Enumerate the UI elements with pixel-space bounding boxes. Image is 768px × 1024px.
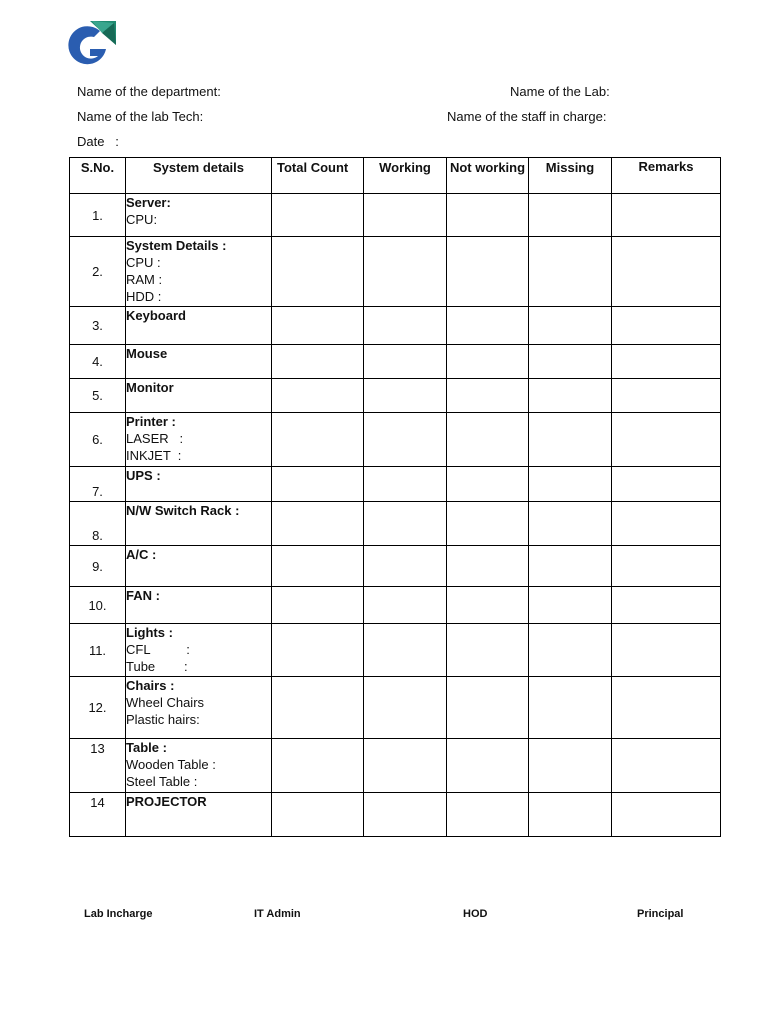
item-subfield: INKJET : xyxy=(126,448,182,463)
item-title: Chairs : xyxy=(126,678,175,693)
item-subfield: Steel Table : xyxy=(126,774,198,789)
row-system-details xyxy=(126,546,272,587)
table-row xyxy=(70,237,721,307)
row-system-details xyxy=(126,194,272,237)
cell-not-working[interactable] xyxy=(447,237,529,307)
cell-not-working[interactable] xyxy=(447,502,529,546)
item-subfield: Tube : xyxy=(126,659,188,674)
cell-total-count[interactable] xyxy=(272,379,364,413)
row-system-details xyxy=(126,345,272,379)
cell-missing[interactable] xyxy=(529,677,612,739)
department-label: Name of the department: xyxy=(77,84,221,99)
cell-missing[interactable] xyxy=(529,793,612,837)
cell-working[interactable] xyxy=(364,194,447,237)
cell-missing[interactable] xyxy=(529,237,612,307)
cell-working[interactable] xyxy=(364,546,447,587)
cell-not-working[interactable] xyxy=(447,587,529,624)
cell-missing[interactable] xyxy=(529,307,612,345)
cell-total-count[interactable] xyxy=(272,467,364,502)
col-header-sno: S.No. xyxy=(70,158,126,194)
staff-in-charge-label: Name of the staff in charge: xyxy=(447,109,607,124)
table-row xyxy=(70,793,721,837)
cell-not-working[interactable] xyxy=(447,307,529,345)
table-row xyxy=(70,413,721,467)
row-system-details xyxy=(126,677,272,739)
row-sno: 1. xyxy=(70,194,126,237)
row-sno: 12. xyxy=(70,677,126,739)
item-subfield: Wheel Chairs xyxy=(126,695,205,710)
cell-working[interactable] xyxy=(364,467,447,502)
item-title: N/W Switch Rack : xyxy=(126,503,240,518)
cell-not-working[interactable] xyxy=(447,379,529,413)
lab-tech-label: Name of the lab Tech: xyxy=(77,109,204,124)
item-title: Monitor xyxy=(126,380,174,395)
cell-missing[interactable] xyxy=(529,194,612,237)
cell-remarks[interactable] xyxy=(612,379,721,413)
item-subfield: Plastic hairs: xyxy=(126,712,200,727)
inventory-table xyxy=(69,157,721,837)
cell-total-count[interactable] xyxy=(272,739,364,793)
cell-not-working[interactable] xyxy=(447,793,529,837)
row-sno: 11. xyxy=(70,624,126,677)
cell-not-working[interactable] xyxy=(447,194,529,237)
item-subfield: Wooden Table : xyxy=(126,757,216,772)
cell-remarks[interactable] xyxy=(612,237,721,307)
cell-remarks[interactable] xyxy=(612,739,721,793)
cell-working[interactable] xyxy=(364,413,447,467)
cell-missing[interactable] xyxy=(529,467,612,502)
row-system-details xyxy=(126,739,272,793)
table-row xyxy=(70,502,721,546)
row-system-details xyxy=(126,237,272,307)
college-logo-icon xyxy=(62,19,116,69)
row-sno: 3. xyxy=(70,307,126,345)
cell-not-working[interactable] xyxy=(447,739,529,793)
row-system-details xyxy=(126,307,272,345)
col-header-working: Working xyxy=(364,158,447,194)
cell-not-working[interactable] xyxy=(447,624,529,677)
cell-not-working[interactable] xyxy=(447,677,529,739)
cell-remarks[interactable] xyxy=(612,467,721,502)
cell-total-count[interactable] xyxy=(272,194,364,237)
cell-not-working[interactable] xyxy=(447,413,529,467)
table-row xyxy=(70,467,721,502)
cell-remarks[interactable] xyxy=(612,345,721,379)
col-header-total-count: Total Count xyxy=(272,158,364,194)
row-system-details xyxy=(126,624,272,677)
cell-remarks[interactable] xyxy=(612,624,721,677)
table-row xyxy=(70,194,721,237)
cell-missing[interactable] xyxy=(529,502,612,546)
signature-it-admin: IT Admin xyxy=(254,908,301,920)
col-header-not-working: Not working xyxy=(447,158,529,194)
cell-missing[interactable] xyxy=(529,546,612,587)
cell-total-count[interactable] xyxy=(272,345,364,379)
cell-total-count[interactable] xyxy=(272,793,364,837)
cell-total-count[interactable] xyxy=(272,677,364,739)
row-sno: 4. xyxy=(70,345,126,379)
cell-working[interactable] xyxy=(364,237,447,307)
table-row xyxy=(70,307,721,345)
row-system-details xyxy=(126,793,272,837)
cell-not-working[interactable] xyxy=(447,546,529,587)
cell-total-count[interactable] xyxy=(272,624,364,677)
cell-missing[interactable] xyxy=(529,345,612,379)
cell-missing[interactable] xyxy=(529,413,612,467)
item-title: PROJECTOR xyxy=(126,794,207,809)
item-subfield: CPU: xyxy=(126,212,158,227)
cell-working[interactable] xyxy=(364,739,447,793)
cell-working[interactable] xyxy=(364,793,447,837)
item-title: Printer : xyxy=(126,414,176,429)
row-sno: 10. xyxy=(70,587,126,624)
cell-remarks[interactable] xyxy=(612,413,721,467)
table-row xyxy=(70,587,721,624)
item-subfield: LASER : xyxy=(126,431,184,446)
row-sno: 6. xyxy=(70,413,126,467)
row-system-details xyxy=(126,467,272,502)
col-header-system-details: System details xyxy=(126,158,272,194)
table-row xyxy=(70,624,721,677)
cell-not-working[interactable] xyxy=(447,345,529,379)
item-subfield: CPU : xyxy=(126,255,161,270)
cell-total-count[interactable] xyxy=(272,413,364,467)
signature-lab-incharge: Lab Incharge xyxy=(84,908,153,920)
cell-working[interactable] xyxy=(364,677,447,739)
row-sno: 2. xyxy=(70,237,126,307)
cell-working[interactable] xyxy=(364,307,447,345)
item-title: System Details : xyxy=(126,238,227,253)
row-sno: 5. xyxy=(70,379,126,413)
row-sno: 13 xyxy=(70,739,126,793)
col-header-missing: Missing xyxy=(529,158,612,194)
cell-working[interactable] xyxy=(364,345,447,379)
item-title: UPS : xyxy=(126,468,161,483)
cell-total-count[interactable] xyxy=(272,237,364,307)
cell-total-count[interactable] xyxy=(272,502,364,546)
table-row xyxy=(70,677,721,739)
cell-missing[interactable] xyxy=(529,739,612,793)
col-header-remarks: Remarks xyxy=(612,158,721,194)
cell-remarks[interactable] xyxy=(612,502,721,546)
cell-missing[interactable] xyxy=(529,624,612,677)
cell-total-count[interactable] xyxy=(272,307,364,345)
item-title: A/C : xyxy=(126,547,157,562)
cell-missing[interactable] xyxy=(529,379,612,413)
item-subfield: RAM : xyxy=(126,272,163,287)
cell-working[interactable] xyxy=(364,379,447,413)
cell-working[interactable] xyxy=(364,624,447,677)
cell-remarks[interactable] xyxy=(612,587,721,624)
cell-total-count[interactable] xyxy=(272,587,364,624)
cell-missing[interactable] xyxy=(529,587,612,624)
item-title: Lights : xyxy=(126,625,173,640)
row-system-details xyxy=(126,379,272,413)
lab-name-label: Name of the Lab: xyxy=(510,84,610,99)
item-subfield: CFL : xyxy=(126,642,190,657)
row-sno: 7. xyxy=(70,467,126,502)
cell-remarks[interactable] xyxy=(612,546,721,587)
row-sno: 8. xyxy=(70,502,126,546)
row-system-details xyxy=(126,502,272,546)
row-sno: 14 xyxy=(70,793,126,837)
item-title: FAN : xyxy=(126,588,160,603)
signature-principal: Principal xyxy=(637,908,684,920)
item-subfield: HDD : xyxy=(126,289,162,304)
row-system-details xyxy=(126,413,272,467)
item-title: Mouse xyxy=(126,346,168,361)
cell-total-count[interactable] xyxy=(272,546,364,587)
item-title: Keyboard xyxy=(126,308,186,323)
table-row xyxy=(70,379,721,413)
cell-working[interactable] xyxy=(364,587,447,624)
row-system-details xyxy=(126,587,272,624)
table-row xyxy=(70,345,721,379)
cell-working[interactable] xyxy=(364,502,447,546)
date-label: Date : xyxy=(77,134,119,149)
table-row xyxy=(70,739,721,793)
cell-not-working[interactable] xyxy=(447,467,529,502)
table-row xyxy=(70,546,721,587)
cell-remarks[interactable] xyxy=(612,793,721,837)
item-title: Server: xyxy=(126,195,171,210)
row-sno: 9. xyxy=(70,546,126,587)
cell-remarks[interactable] xyxy=(612,307,721,345)
cell-remarks[interactable] xyxy=(612,194,721,237)
cell-remarks[interactable] xyxy=(612,677,721,739)
item-title: Table : xyxy=(126,740,167,755)
signature-hod: HOD xyxy=(463,908,488,920)
table-header-row xyxy=(70,158,721,194)
